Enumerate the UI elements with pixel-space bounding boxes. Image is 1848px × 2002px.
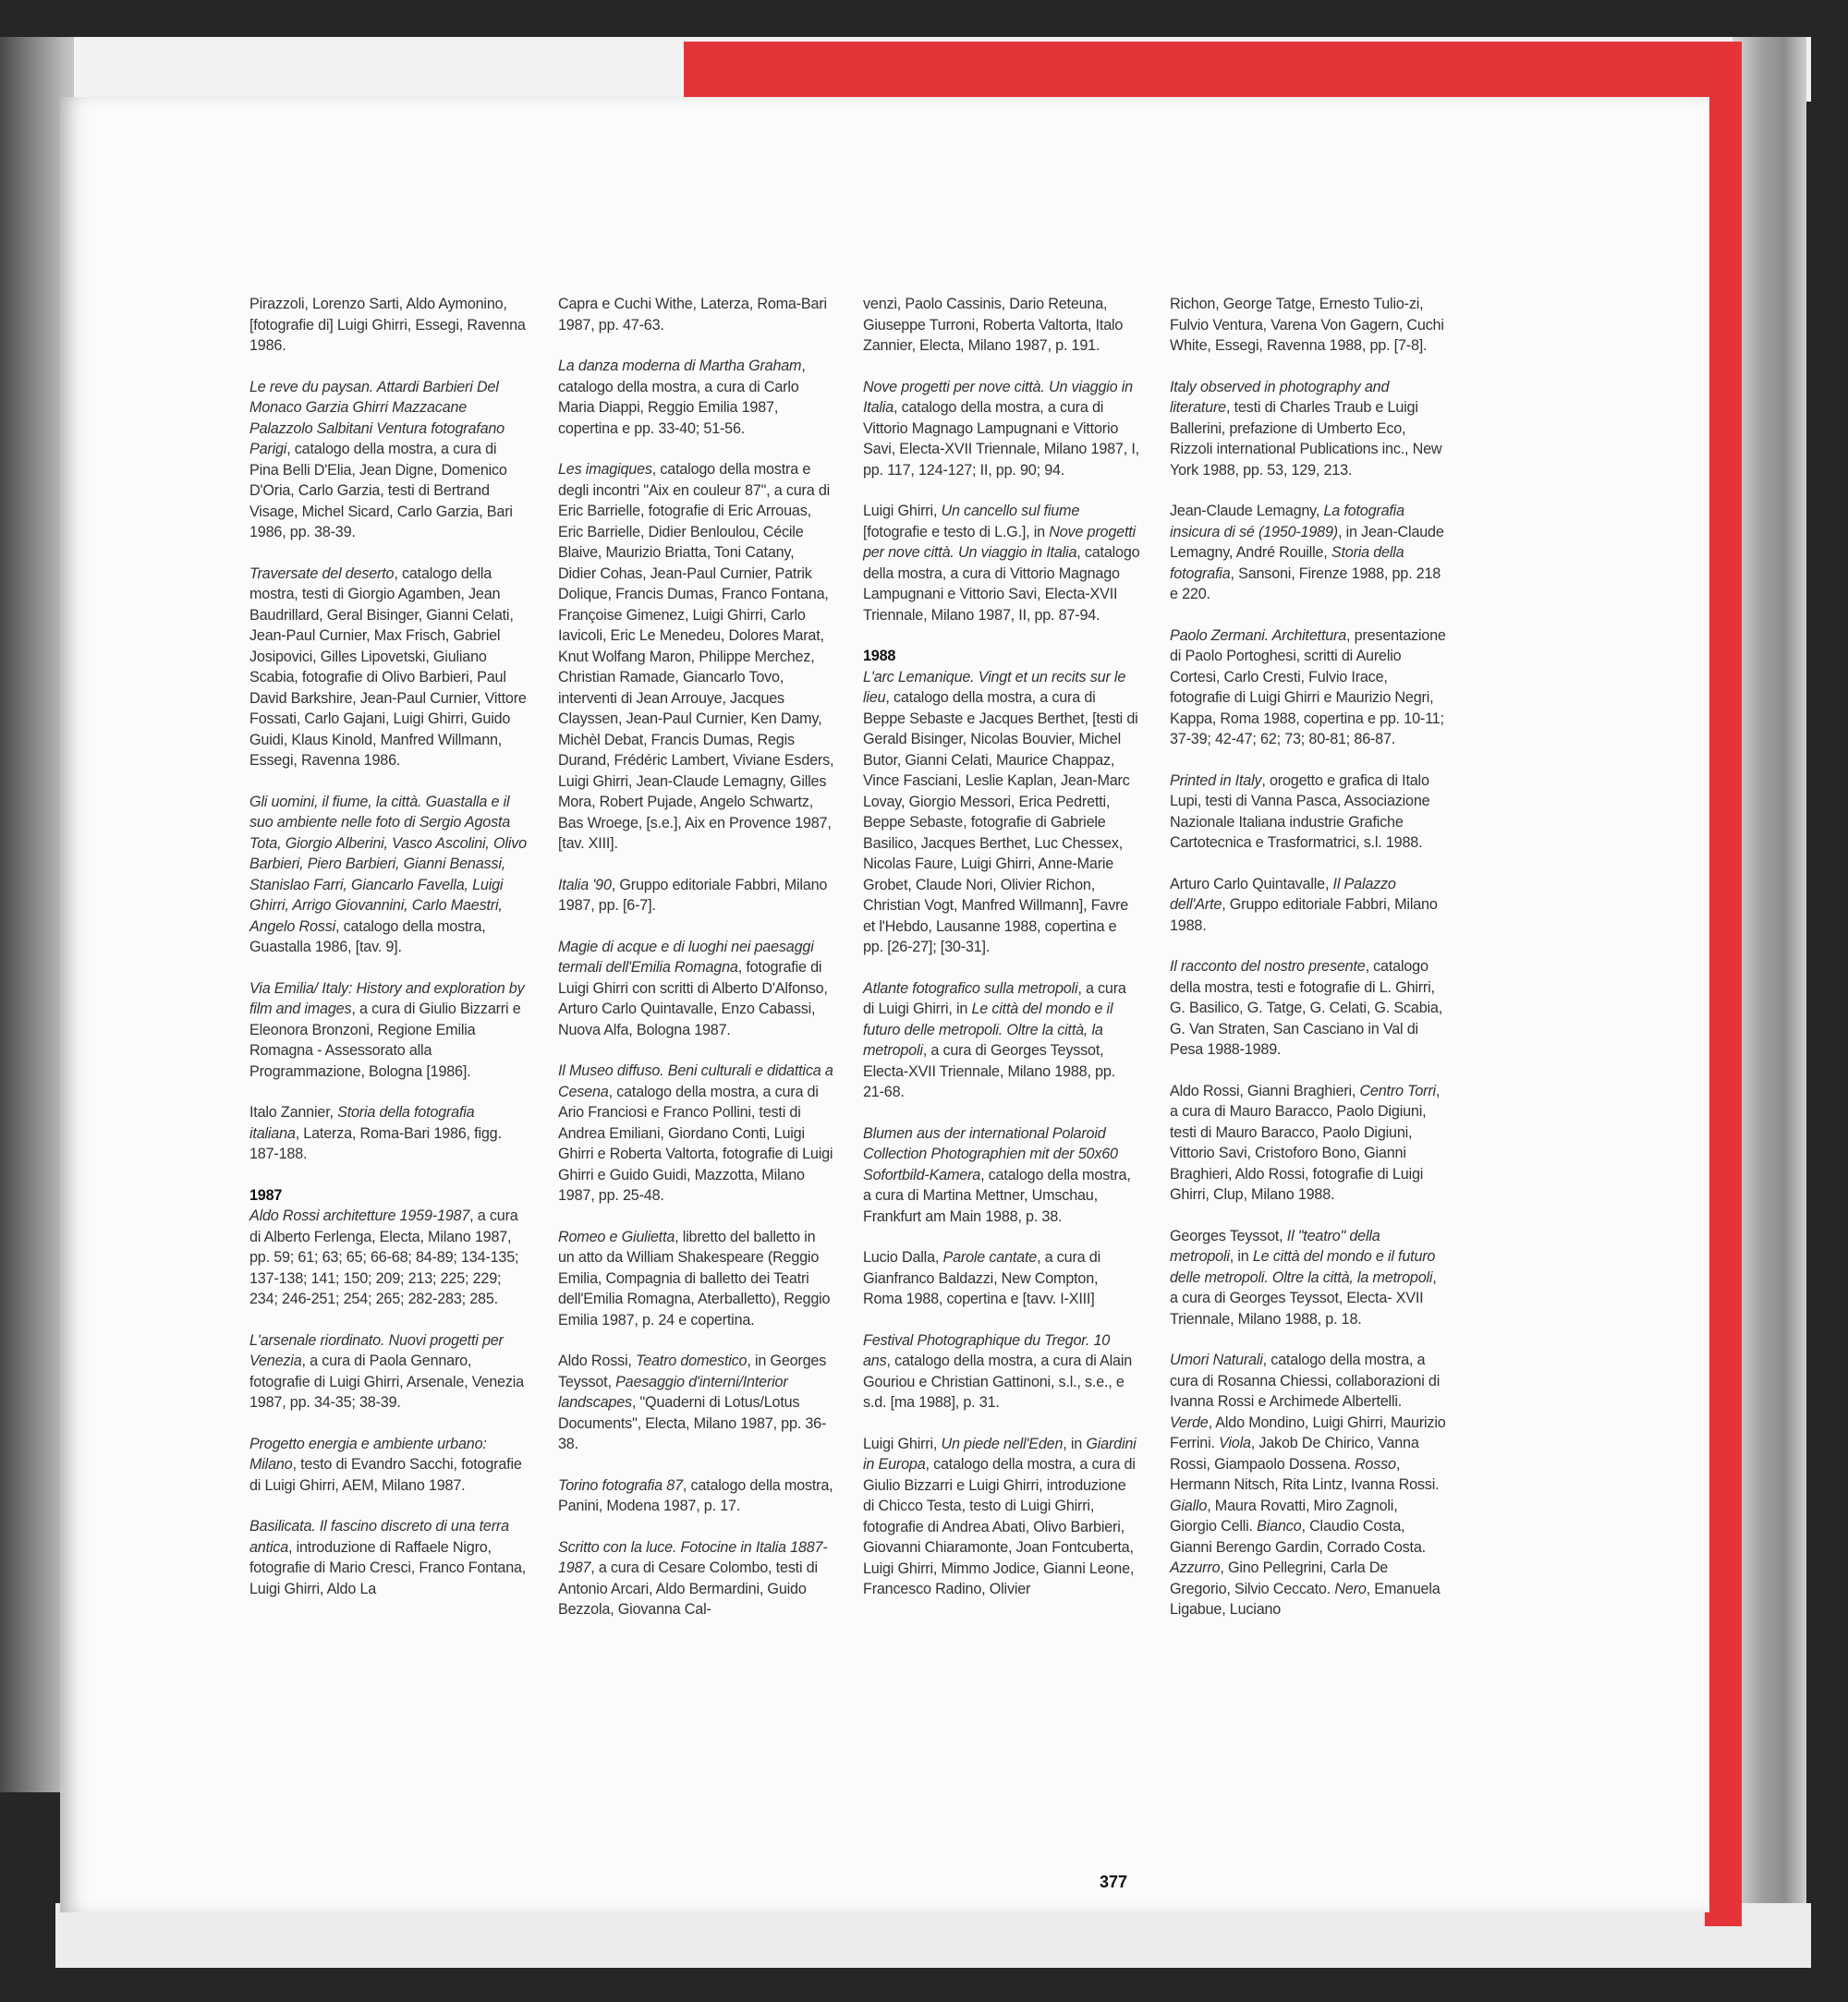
bibliography-entry xyxy=(863,667,1140,958)
entry-text: Lucio Dalla, xyxy=(863,1249,943,1266)
bibliography-entry xyxy=(249,978,527,1083)
entry-title: Les imagiques xyxy=(558,461,652,478)
entry-text: , orogetto e grafica di Italo Lupi, testi di Vanna Pasca, Associazione Nazionale Italiana industrie Grafiche Cartotecnica e Trasformatrici, s.l. 1988. xyxy=(1170,771,1430,851)
entry-text: , Aldo Mondino, Luigi Ghirri, Maurizio Ferrini. xyxy=(1170,1414,1446,1451)
entry-text: , Sansoni, Firenze 1988, pp. 218 e 220. xyxy=(1170,564,1441,602)
entry-title: Atlante fotografico sulla metropoli xyxy=(863,979,1078,997)
bibliography-entry xyxy=(1170,1350,1447,1620)
entry-title: Il racconto del nostro presente xyxy=(1170,958,1366,975)
page-number: 377 xyxy=(1100,1873,1128,1891)
bibliography-entry xyxy=(863,501,1140,625)
red-page-band xyxy=(684,42,1742,97)
bibliography-entry xyxy=(558,1227,835,1331)
entry-text: , a cura di Giulio Bizzarri e Eleonora Bronzoni, Regione Emilia Romagna - Assessorato alla Programmazione, Bologna [1986]. xyxy=(249,1001,521,1080)
entry-title: Aldo Rossi architetture 1959-1987 xyxy=(249,1207,470,1224)
entry-text: , catalogo della mostra, a cura di Pina Belli D'Elia, Jean Digne, Domenico D'Oria, Carlo Garzia, testi di Bertrand Visage, Michel Sicard, Carlo Garzia, Bari 1986, pp. 38-39. xyxy=(249,441,513,540)
entry-text: , a cura di Mauro Baracco, Paolo Digiuni, testi di Mauro Baracco, Paolo Digiuni, Vittorio Savi, Cristoforo Bono, Gianni Braghieri, Aldo Rossi, fotografie di Luigi Ghirri, Clup, Milano 1988. xyxy=(1170,1082,1441,1203)
entry-text: , catalogo della mostra, testi e fotografie di L. Ghirri, G. Basilico, G. Tatge, G. Celati, G. Scabia, G. Van Straten, San Casciano in Val di Pesa 1988-1989. xyxy=(1170,958,1442,1058)
bibliography-column-1 xyxy=(249,294,527,1620)
entry-text: Luigi Ghirri, xyxy=(863,1435,942,1452)
entry-text: , catalogo della mostra e degli incontri "Aix en couleur 87", a cura di Eric Barrielle, fotografie di Eric Arrouas, Eric Barrielle, Didier Benloulou, Cécile Blaive, Maurizio Briatta, Toni Catany, Didier Cohas, Jean-Paul Curnier, Patrik Dolique, Francis Dumas, Franco Fontana, Françoise Gimenez, Luigi Ghirri, Carlo Iavicoli, Eric Le Menedeu, Dolores Marat, Knut Wolfang Maron, Philippe Merchez, Christian Ramade, Giancarlo Tovo, interventi di Jean Arrouye, Jacques Clayssen, Jean-Paul Curnier, Ken Damy, Michèl Debat, Francis Dumas, Regis Durand, Frédéric Lambert, Viviane Esders, Luigi Ghirri, Jean-Claude Lemagny, Gilles Mora, Robert Pujade, Angelo Schwartz, Bas Wroege, [s.e.], Aix en Provence 1987, [tav. XIII]. xyxy=(558,461,834,852)
entry-title: Il "teatro" della metropoli xyxy=(1170,1227,1380,1265)
bibliography-entry xyxy=(1170,625,1447,750)
entry-text: , introduzione di Raffaele Nigro, fotografie di Mario Cresci, Franco Fontana, Luigi Ghirri, Aldo La xyxy=(249,1538,527,1597)
entry-text: , a cura di Georges Teyssot, Electa- XVII Triennale, Milano 1988, p. 18. xyxy=(1170,1268,1437,1328)
entry-title: Umori Naturali xyxy=(1170,1352,1263,1368)
year-heading: 1988 xyxy=(863,648,896,664)
entry-text: , catalogo della mostra, a cura di Beppe Sebaste e Jacques Berthet, [testi di Gerald Bisinger, Nicolas Bouvier, Michel Butor, Gianni Celati, Maurice Chappaz, Vince Fasciani, Leslie Kaplan, Jean-Marc Lovay, Giorgio Messori, Erica Pedretti, Beppe Sebaste, fotografie di Gabriele Basilico, Jacques Berthet, Luc Chessex, Nicolas Faure, Luigi Ghirri, Anne-Marie Grobet, Claude Nori, Olivier Richon, Christian Vogt, Manfred Willmann], Favre et l'Hebdo, Lausanne 1988, copertina e pp. [26-27]; [30-31]. xyxy=(863,689,1138,955)
book-cover-right xyxy=(1732,37,1806,1959)
entry-title: Le reve du paysan. Attardi Barbieri Del Monaco Garzia Ghirri Mazzacane Palazzolo Salbitani Ventura fotografano Parigi xyxy=(249,378,505,457)
bibliography-entry xyxy=(558,875,835,916)
entry-text: , testo di Evandro Sacchi, fotografie di Luigi Ghirri, AEM, Milano 1987. xyxy=(249,1456,522,1494)
bibliography-entry xyxy=(558,1351,835,1455)
bibliography-entry xyxy=(558,1061,835,1207)
entry-title: Paesaggio d'interni/Interior landscapes xyxy=(558,1373,788,1411)
bibliography-entry xyxy=(249,1434,527,1497)
bibliography-column-2 xyxy=(558,294,835,1641)
bibliography-entry xyxy=(249,294,527,357)
entry-text: Georges Teyssot, xyxy=(1170,1227,1287,1244)
entry-text: Capra e Cuchi Withe, Laterza, Roma-Bari 1987, pp. 47-63. xyxy=(558,296,827,334)
entry-title: Verde xyxy=(1170,1414,1209,1431)
entry-title: Giallo xyxy=(1170,1497,1208,1514)
book-cover-bottom xyxy=(55,1903,1811,1968)
entry-title: Traversate del deserto xyxy=(249,564,395,582)
entry-text: Luigi Ghirri, xyxy=(863,503,942,519)
entry-title: Le città del mondo e il futuro delle metropoli. Oltre la città, la metropoli xyxy=(863,1001,1113,1059)
entry-text: , Emanuela Ligabue, Luciano xyxy=(1170,1580,1441,1618)
entry-text: , Laterza, Roma-Bari 1986, figg. 187-188. xyxy=(249,1124,502,1162)
entry-title: Torino fotografia 87 xyxy=(558,1476,683,1494)
entry-text: Aldo Rossi, Gianni Braghieri, xyxy=(1170,1082,1360,1099)
bibliography-entry xyxy=(558,459,835,855)
entry-title: Nove progetti per nove città. Un viaggio in Italia xyxy=(863,378,1133,416)
bibliography-entry xyxy=(558,1475,835,1517)
entry-text: , in xyxy=(1229,1248,1253,1265)
entry-title: L'arsenale riordinato. Nuovi progetti per Venezia xyxy=(249,1331,504,1369)
entry-title: Rosso xyxy=(1354,1455,1396,1473)
entry-title: Paolo Zermani. Architettura xyxy=(1170,626,1347,644)
entry-title: Nove progetti per nove città. Un viaggio in Italia xyxy=(863,523,1136,561)
bibliography-entry xyxy=(249,377,527,543)
bibliography-entry xyxy=(863,1434,1140,1600)
entry-text: , catalogo della mostra, testi di Giorgio Agamben, Jean Baudrillard, Geral Bisinger, Gianni Celati, Jean-Paul Curnier, Max Frisch, Gabriel Josipovici, Gilles Lipovetski, Giuliano Scabia, fotografie di Olivo Barbieri, Paul David Barkshire, Jean-Paul Curnier, Vittore Fossati, Carlo Gajani, Luigi Ghirri, Guido Guidi, Klaus Kinold, Manfred Willmann, Essegi, Ravenna 1986. xyxy=(249,564,527,769)
entry-title: Centro Torri xyxy=(1359,1082,1436,1099)
entry-text: , catalogo della mostra, Panini, Modena 1987, p. 17. xyxy=(558,1476,833,1514)
entry-text: venzi, Paolo Cassinis, Dario Reteuna, Giuseppe Turroni, Roberta Valtorta, Italo Zannier, Electa, Milano 1987, p. 191. xyxy=(863,296,1124,354)
entry-text: , in xyxy=(1063,1435,1087,1452)
entry-text: , catalogo della mostra, Guastalla 1986, [tav. 9]. xyxy=(249,917,486,955)
bibliography-entry xyxy=(558,1537,835,1620)
entry-text: , catalogo della mostra, a cura di Rosanna Chiessi, collaborazioni di Ivanna Rossi e Archimede Albertelli. xyxy=(1170,1352,1441,1410)
bibliography-entry xyxy=(1170,770,1447,854)
entry-title: L'arc Lemanique. Vingt et un recits sur le lieu xyxy=(863,668,1126,706)
entry-title: Parole cantate xyxy=(942,1249,1038,1266)
entry-text: , catalogo della mostra, a cura di Vittorio Magnago Lampugnani e Vittorio Savi, Electa-XVII Triennale, Milano 1987, II, pp. 87-94. xyxy=(863,544,1140,624)
bibliography-entry xyxy=(249,1516,527,1599)
entry-title: Giardini in Europa xyxy=(863,1435,1137,1473)
bibliography-entry xyxy=(249,1102,527,1165)
entry-title: Progetto energia e ambiente urbano: Milano xyxy=(249,1435,487,1473)
entry-text: , catalogo della mostra, a cura di Alain Gouriou e Christian Gattinoni, s.l., s.e., e s.d. [ma 1988], p. 31. xyxy=(863,1353,1133,1411)
entry-text: , catalogo della mostra, a cura di Carlo Maria Diappi, Reggio Emilia 1987, copertina e pp. 33-40; 51-56. xyxy=(558,358,806,437)
entry-text: [fotografie e testo di L.G.], in xyxy=(863,523,1050,540)
entry-text: , catalogo della mostra, a cura di Ario Franciosi e Franco Pollini, testi di Andrea Emiliani, Giordano Conti, Luigi Ghirri e Roberta Valtorta, fotografie di Luigi Ghirri e Guido Guidi, Mazzotta, Milano 1987, pp. 25-48. xyxy=(558,1083,833,1204)
bibliography-entry xyxy=(1170,1226,1447,1330)
entry-text: , a cura di Alberto Ferlenga, Electa, Milano 1987, pp. 59; 61; 63; 65; 66-68; 84-89; 134-135; 137-138; 141; 150; 209; 213; 225; 229; 234; 246-251; 254; 265; 282-283; 285. xyxy=(249,1207,519,1307)
entry-title: Storia della fotografia xyxy=(1170,544,1404,582)
entry-text: , in Georges Teyssot, xyxy=(558,1353,827,1390)
bibliography-entry xyxy=(863,978,1140,1103)
entry-text: , Gruppo editoriale Fabbri, Milano 1988. xyxy=(1170,896,1438,934)
bibliography-column-4 xyxy=(1170,294,1447,1641)
entry-title: La danza moderna di Martha Graham xyxy=(558,358,802,374)
entry-text: , catalogo della mostra, a cura di Martina Mettner, Umschau, Frankfurt am Main 1988, p. 38. xyxy=(863,1166,1131,1225)
bibliography-entry xyxy=(558,294,835,335)
entry-title: Il Museo diffuso. Beni culturali e didattica a Cesena xyxy=(558,1062,833,1100)
entry-title: Magie di acque e di luoghi nei paesaggi termali dell'Emilia Romagna xyxy=(558,938,814,976)
bibliography-entry xyxy=(863,1247,1140,1310)
bibliography-entry xyxy=(1170,501,1447,605)
entry-text: , a cura di Georges Teyssot, Electa-XVII Triennale, Milano 1988, pp. 21-68. xyxy=(863,1042,1115,1100)
bibliography-entry xyxy=(249,1330,527,1414)
entry-title: Romeo e Giulietta xyxy=(558,1228,675,1245)
bibliography-entry xyxy=(249,564,527,771)
entry-text: , Jakob De Chirico, Vanna Rossi, Giampaolo Dossena. xyxy=(1170,1435,1419,1473)
entry-text: , fotografie di Luigi Ghirri con scritti di Alberto D'Alfonso, Arturo Carlo Quintavalle, Enzo Cabassi, Nuova Alfa, Bologna 1987. xyxy=(558,959,828,1038)
entry-title: Scritto con la luce. Fotocine in Italia 1887-1987 xyxy=(558,1538,828,1576)
entry-text: , a cura di Paola Gennaro, fotografie di Luigi Ghirri, Arsenale, Venezia 1987, pp. 34-35; 38-39. xyxy=(249,1353,524,1411)
entry-text: Pirazzoli, Lorenzo Sarti, Aldo Aymonino, [fotografie di] Luigi Ghirri, Essegi, Ravenna 1986. xyxy=(249,296,526,354)
entry-title: Italia '90 xyxy=(558,876,612,893)
entry-text: , Claudio Costa, Gianni Berengo Gardin, Corrado Costa. xyxy=(1170,1518,1426,1556)
entry-text: , catalogo della mostra, a cura di Giulio Bizzarri e Luigi Ghirri, introduzione di Chicco Testa, testo di Luigi Ghirri, fotografie di Andrea Abati, Olivo Barbieri, Giovanni Chiaramonte, Joan Fontcuberta, Luigi Ghirri, Mimmo Jodice, Gianni Leone, Francesco Radino, Olivier xyxy=(863,1456,1136,1597)
bibliography-entry xyxy=(249,1206,527,1310)
entry-text: Richon, George Tatge, Ernesto Tulio-zi, Fulvio Ventura, Varena Von Gagern, Cuchi White, Essegi, Ravenna 1988, pp. [7-8]. xyxy=(1170,296,1444,354)
bibliography-entry xyxy=(1170,956,1447,1061)
entry-text: , Hermann Nitsch, Rita Lintz, Ivanna Rossi. xyxy=(1170,1455,1440,1493)
entry-title: Nero xyxy=(1334,1580,1367,1597)
entry-title: La fotografia insicura di sé (1950-1989) xyxy=(1170,503,1404,540)
bibliography-entry xyxy=(1170,294,1447,357)
entry-text: Aldo Rossi, xyxy=(558,1353,636,1369)
bibliography-entry xyxy=(558,356,835,439)
entry-text: , "Quaderni di Lotus/Lotus Documents", Electa, Milano 1987, pp. 36-38. xyxy=(558,1394,827,1452)
entry-title: Printed in Italy xyxy=(1170,771,1262,789)
bibliography-entry xyxy=(863,377,1140,481)
red-page-edge xyxy=(1705,42,1742,1926)
bibliography-entry xyxy=(249,792,527,958)
entry-title: Il Palazzo dell'Arte xyxy=(1170,875,1396,913)
bibliography-entry xyxy=(863,1330,1140,1414)
entry-title: Gli uomini, il fiume, la città. Guastalla e il suo ambiente nelle foto di Sergio Agosta Tota, Giorgio Alberini, Vasco Ascolini, Olivo Barbieri, Piero Barbieri, Gianni Benassi, Stanislao Farri, Giancarlo Favella, Luigi Ghirri, Arrigo Giovannini, Carlo Maestri, Angelo Rossi xyxy=(249,793,527,935)
entry-title: Azzurro xyxy=(1170,1559,1221,1576)
entry-title: Italy observed in photography and literature xyxy=(1170,378,1390,416)
entry-text: , presentazione di Paolo Portoghesi, scritti di Aurelio Cortesi, Carlo Cresti, Fulvio Irace, fotografie di Luigi Ghirri e Maurizio Negri, Kappa, Roma 1988, copertina e pp. 10-11; 37-39; 42-47; 62; 73; 80-81; 86-87. xyxy=(1170,626,1446,747)
entry-text: , Maura Rovatti, Miro Zagnoli, Giorgio Celli. xyxy=(1170,1497,1398,1535)
entry-text: Arturo Carlo Quintavalle, xyxy=(1170,875,1333,892)
year-heading: 1987 xyxy=(249,1186,283,1204)
entry-text: , testi di Charles Traub e Luigi Ballerini, prefazione di Umberto Eco, Rizzoli international Publications inc., New York 1988, pp. 53, 129, 213. xyxy=(1170,399,1442,479)
bibliography-column-3 xyxy=(863,294,1140,1620)
entry-title: Teatro domestico xyxy=(635,1353,748,1369)
bibliography-entry xyxy=(1170,1081,1447,1206)
bibliography-entry xyxy=(1170,874,1447,937)
entry-text: Italo Zannier, xyxy=(249,1104,338,1121)
entry-title: Viola xyxy=(1219,1435,1251,1451)
entry-text: , libretto del balletto in un atto da William Shakespeare (Reggio Emilia, Compagnia di balletto dei Teatri dell'Emilia Romagna, Aterballetto), Reggio Emilia 1987, p. 24 e copertina. xyxy=(558,1228,831,1329)
bibliography-entry xyxy=(863,1123,1140,1228)
entry-text: Jean-Claude Lemagny, xyxy=(1170,503,1324,519)
entry-text: , Gruppo editoriale Fabbri, Milano 1987, pp. [6-7]. xyxy=(558,876,828,914)
entry-text: , catalogo della mostra, a cura di Vittorio Magnago Lampugnani e Vittorio Savi, Electa-XVII Triennale, Milano 1987, I, pp. 117, 124-127; II, pp. 90; 94. xyxy=(863,399,1139,479)
entry-title: Blumen aus der international Polaroid Collection Photographien mit der 50x60 Sofortbild-Kamera xyxy=(863,1124,1118,1183)
entry-title: Le città del mondo e il futuro delle metropoli. Oltre la città, la metropoli xyxy=(1170,1248,1436,1286)
entry-title: Un cancello sul fiume xyxy=(941,503,1080,519)
bibliography-entry xyxy=(863,294,1140,357)
entry-title: Storia della fotografia italiana xyxy=(249,1104,475,1142)
entry-text: , a cura di Cesare Colombo, testi di Antonio Arcari, Aldo Bermardini, Guido Bezzola, Giovanna Cal- xyxy=(558,1559,818,1618)
entry-title: Bianco xyxy=(1257,1518,1302,1535)
entry-title: Un piede nell'Eden xyxy=(941,1435,1064,1452)
entry-text: , a cura di Gianfranco Baldazzi, New Compton, Roma 1988, copertina e [tavv. I-XIII] xyxy=(863,1249,1100,1307)
bibliography-entry xyxy=(1170,377,1447,481)
entry-text: , a cura di Luigi Ghirri, in xyxy=(863,979,1126,1017)
bibliography-entry xyxy=(558,937,835,1041)
entry-text: , Gino Pellegrini, Carla De Gregorio, Silvio Ceccato. xyxy=(1170,1559,1389,1597)
entry-title: Festival Photographique du Tregor. 10 ans xyxy=(863,1331,1111,1369)
entry-text: , in Jean-Claude Lemagny, André Rouille, xyxy=(1170,523,1444,561)
entry-title: Basilicata. Il fascino discreto di una terra antica xyxy=(249,1518,509,1556)
entry-title: Via Emilia/ Italy: History and exploration by film and images xyxy=(249,979,525,1017)
